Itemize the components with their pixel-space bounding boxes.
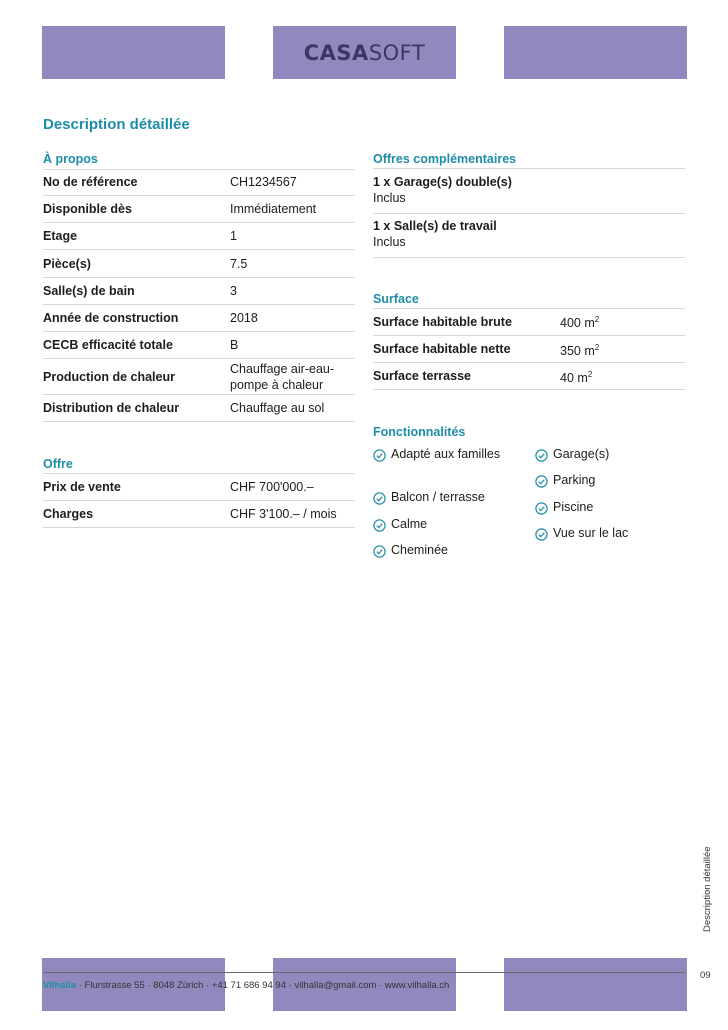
row-label: Salle(s) de bain [43,284,135,298]
list-item [535,499,685,516]
list-item [535,525,685,542]
table-row [43,395,355,422]
row-value: CHF 700'000.– [230,479,314,494]
header-band-left [42,26,225,79]
footer-brand: Vilhalla [43,980,77,991]
extra-title: 1 x Salle(s) de travail [373,219,497,233]
page-number: 09 [700,970,711,981]
table-row [373,308,685,336]
feature-label: Balcon / terrasse [391,490,485,504]
row-label: Prix de vente [43,479,121,494]
casasoft-logo: CASA SOFT [303,40,426,65]
feature-label: Calme [391,517,428,531]
extra-note: Inclus [373,235,406,249]
row-value: 40 $m^2$ [560,369,593,385]
row-value: CH1234567 [230,175,297,189]
extras-divider [373,168,685,169]
features-section-title: Fonctionnalités [373,425,466,439]
row-label: CECB efficacité totale [43,338,173,352]
list-item [373,219,685,249]
surface-section-title: Surface [373,292,419,306]
table-row [43,332,355,359]
footer-divider [43,972,685,973]
list-item [373,516,513,533]
table-row [43,359,355,395]
check-circle-icon [373,545,386,558]
row-value: B [230,338,239,352]
row-value: 2018 [230,311,258,325]
page-title: Description détaillée [43,116,190,133]
footer-address: · Flurstrasse 55 · 8048 Zürich · +41 71 686 94 94 · vilhalla@gmail.com · www.vilhalla.ch [76,980,450,991]
extra-note: Inclus [373,191,406,205]
extras-divider [373,213,685,214]
row-label: No de référence [43,175,138,189]
table-row [43,305,355,332]
row-label: Surface habitable nette [373,342,511,356]
list-item [535,446,685,463]
row-label: Distribution de chaleur [43,401,180,415]
feature-label: Adapté aux familles [391,447,501,461]
about-section-title: À propos [43,152,98,166]
row-label: Année de construction [43,311,179,325]
row-value: 400 $m^2$ [560,315,600,330]
check-circle-icon [535,502,548,515]
row-label: Etage [43,229,78,243]
table-row [43,473,355,501]
list-item [373,446,513,463]
feature-label: Piscine [553,500,594,514]
row-value: 7.5 [230,256,248,271]
table-row [43,169,355,196]
row-value: 1 [230,229,237,243]
table-row [43,278,355,305]
footer-contact [43,980,449,991]
check-circle-icon [535,475,548,488]
check-circle-icon [373,519,386,532]
list-item [373,175,685,205]
table-row [43,501,355,528]
header-band-right [504,26,687,79]
check-circle-icon [373,449,386,462]
row-label: Charges [43,507,94,521]
row-label: Pièce(s) [43,256,91,271]
list-item [373,489,513,506]
extra-title: 1 x Garage(s) double(s) [373,175,512,189]
list-item [373,542,513,559]
row-label: Disponible dès [43,202,132,216]
row-value: Chauffage air-eau-pompe à chaleur [230,361,335,392]
table-row [43,196,355,223]
extras-section-title: Offres complémentaires [373,152,517,166]
row-label: Surface habitable brute [373,314,512,329]
row-value: Immédiatement [230,202,317,216]
side-section-label: Description détaillée [702,846,713,932]
extras-divider [373,257,685,258]
table-row [43,223,355,250]
table-row [373,363,685,390]
feature-label: Parking [553,473,596,487]
table-row [43,250,355,278]
table-row [373,336,685,363]
feature-label: Vue sur le lac [553,526,629,540]
check-circle-icon [535,449,548,462]
row-label: Production de chaleur [43,369,175,384]
check-circle-icon [373,492,386,505]
row-value: Chauffage au sol [230,401,325,415]
row-value: 3 [230,284,237,298]
footer-band-right [504,958,687,1011]
row-value: CHF 3'100.– / mois [230,507,337,521]
offer-section-title: Offre [43,457,73,471]
feature-label: Garage(s) [553,447,610,461]
row-value: 350 $m^2$ [560,342,600,358]
row-label: Surface terrasse [373,369,471,383]
feature-label: Cheminée [391,543,448,557]
list-item [535,472,685,489]
check-circle-icon [535,528,548,541]
